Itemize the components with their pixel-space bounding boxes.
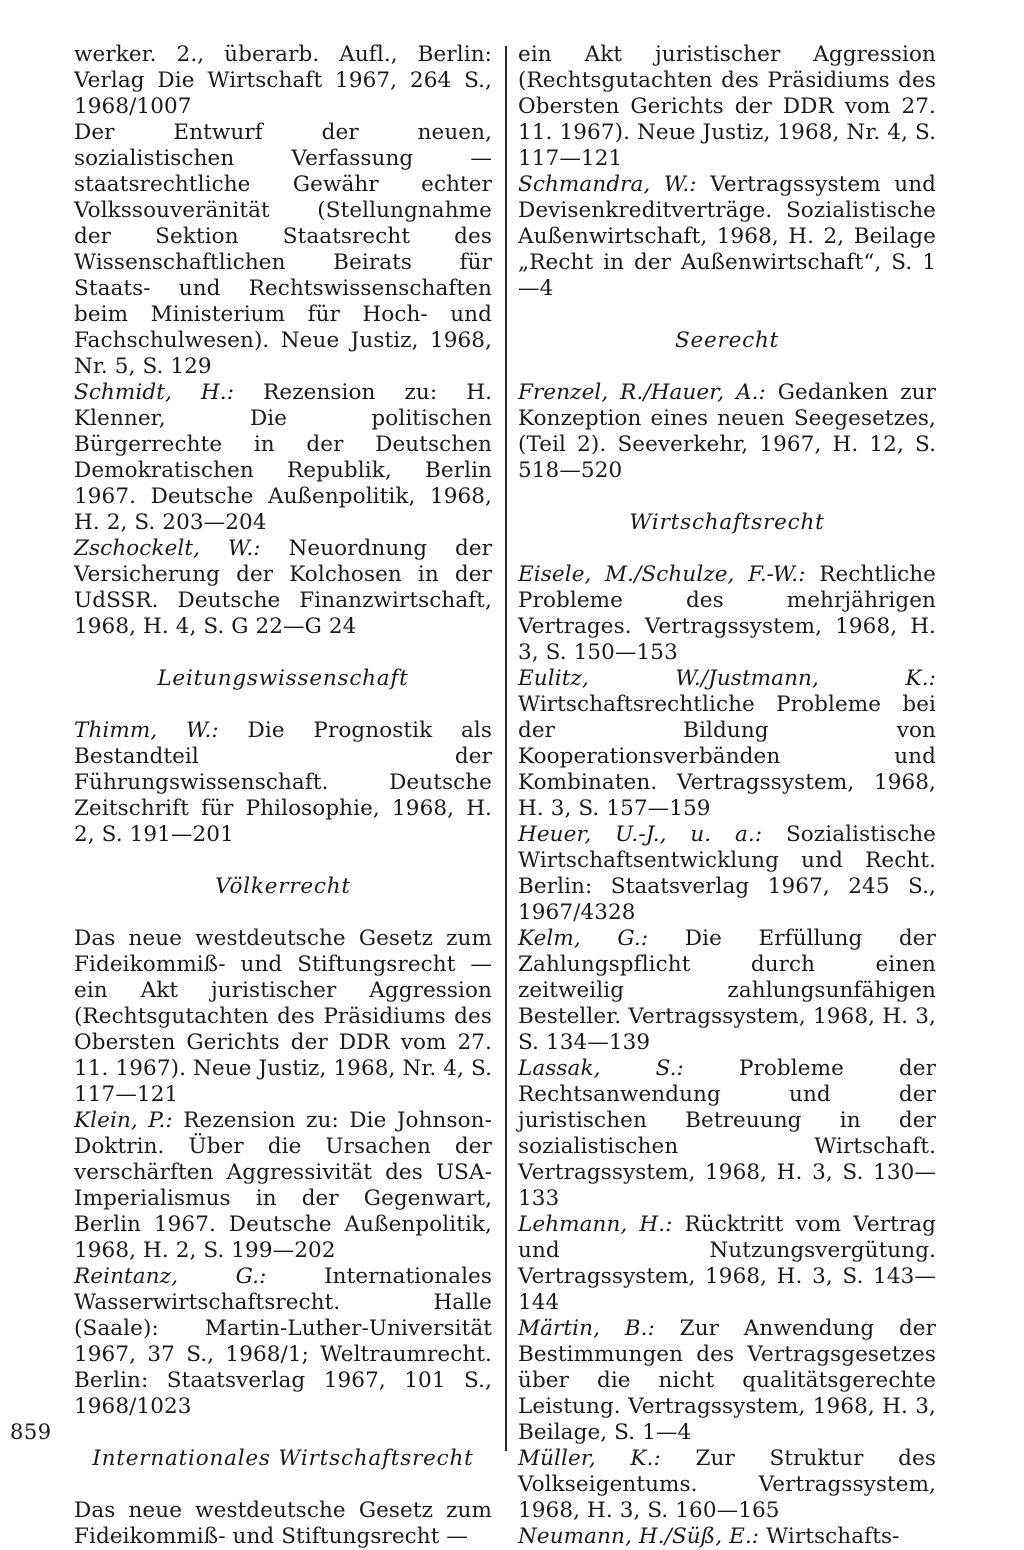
bibliography-entry bbox=[518, 172, 936, 302]
bibliography-entry bbox=[518, 666, 936, 822]
bibliography-entry bbox=[518, 926, 936, 1056]
entry-text: Die Erfüllung der Zahlungspflicht durch einen zeitweilig zahlungsunfähigen Besteller. Vertragssystem, 1968, H. 3, S. 134—139 bbox=[518, 926, 936, 1055]
section-heading-leitungswissenschaft: Leitungswissenschaft bbox=[157, 666, 409, 691]
entry-author: Schmidt, H.: bbox=[74, 380, 235, 405]
bibliography-entry bbox=[74, 718, 492, 848]
bibliography-entry bbox=[74, 536, 492, 640]
entry-text: Zur Anwendung der Bestimmungen des Vertragsgesetzes über die nicht qualitätsgerechte Leistung. Vertragssystem, 1968, H. 3, Beilage, S. 1—4 bbox=[518, 1316, 937, 1445]
bibliography-entry bbox=[518, 822, 936, 926]
entry-author: Klein, P.: bbox=[74, 1108, 173, 1133]
entry-author: Heuer, U.-J., u. a.: bbox=[518, 822, 763, 847]
section-heading-wirtschaftsrecht: Wirtschaftsrecht bbox=[629, 510, 825, 535]
entry-author: Märtin, B.: bbox=[518, 1316, 655, 1341]
bibliography-entry bbox=[518, 1446, 936, 1524]
bibliography-entry: Das neue westdeutsche Gesetz zum Fideikommiß- und Stiftungsrecht — ein Akt juristischer Aggression (Rechtsgutachten des Präsidiums des Obersten Gerichts der DDR vom 27. 11. 1967). Neue Justiz, 1968, Nr. 4, S. 117—121 bbox=[74, 926, 492, 1107]
bibliography-entry bbox=[518, 1316, 936, 1446]
bibliography-entry bbox=[518, 380, 936, 484]
entry-author: Schmandra, W.: bbox=[518, 172, 697, 197]
bibliography-entry bbox=[518, 1212, 936, 1316]
entry-text: Probleme der Rechtsanwendung und der juristischen Betreuung in der sozialistischen Wirtschaft. Vertragssystem, 1968, H. 3, S. 130—133 bbox=[518, 1056, 936, 1211]
entry-author: Eulitz, W./Justmann, K.: bbox=[518, 666, 936, 691]
entry-text: Sozialistische Wirtschaftsentwicklung und Recht. Berlin: Staatsverlag 1967, 245 S., 1967/4328 bbox=[518, 822, 936, 925]
entry-author: Lehmann, H.: bbox=[518, 1212, 673, 1237]
bibliography-entry: ein Akt juristischer Aggression (Rechtsgutachten des Präsidiums des Obersten Gerichts der DDR vom 27. 11. 1967). Neue Justiz, 1968, Nr. 4, S. 117—121 bbox=[518, 42, 936, 171]
right-column bbox=[518, 42, 936, 1550]
bibliography-entry bbox=[74, 380, 492, 536]
bibliography-entry bbox=[74, 1264, 492, 1420]
entry-author: Zschockelt, W.: bbox=[74, 536, 261, 561]
bibliography-entry: Das neue westdeutsche Gesetz zum Fideikommiß- und Stiftungsrecht — bbox=[74, 1498, 492, 1549]
entry-author: Eisele, M./Schulze, F.-W.: bbox=[518, 562, 806, 587]
bibliography-entry: Der Entwurf der neuen, sozialistischen Verfassung — staatsrechtliche Gewähr echter Volkssouveränität (Stellungnahme der Sektion Staatsrecht des Wissenschaftlichen Beirats für Staats- und Rechtswissenschaften beim Ministerium für Hoch- und Fachschulwesen). Neue Justiz, 1968, Nr. 5, S. 129 bbox=[74, 120, 492, 379]
bibliography-entry bbox=[74, 1108, 492, 1264]
column-divider bbox=[505, 46, 507, 1451]
entry-text: Rezension zu: Die Johnson-Doktrin. Über die Ursachen der verschärften Aggressivität des USA-Imperialismus in der Gegenwart, Berlin 1967. Deutsche Außenpolitik, 1968, H. 2, S. 199—202 bbox=[74, 1108, 492, 1263]
section-heading-seerecht: Seerecht bbox=[674, 328, 780, 353]
entry-text: Gedanken zur Konzeption eines neuen Seegesetzes, (Teil 2). Seeverkehr, 1967, H. 12, S. 518—520 bbox=[518, 380, 937, 483]
section-heading-voelkerrecht: Völkerrecht bbox=[215, 874, 351, 899]
entry-text: Zur Struktur des Volkseigentums. Vertragssystem, 1968, H. 3, S. 160—165 bbox=[518, 1446, 936, 1523]
bibliography-entry bbox=[518, 562, 936, 666]
entry-text: Rezension zu: H. Klenner, Die politischen Bürgerrechte in der Deutschen Demokratischen Republik, Berlin 1967. Deutsche Außenpolitik, 1968, H. 2, S. 203—204 bbox=[74, 380, 493, 535]
entry-text: Wirtschaftsrechtliche Probleme bei der Bildung von Kooperationsverbänden und Kombinaten. Vertragssystem, 1968, H. 3, S. 157—159 bbox=[518, 692, 936, 821]
bibliography-entry: werker. 2., überarb. Aufl., Berlin: Verlag Die Wirtschaft 1967, 264 S., 1968/1007 bbox=[74, 42, 492, 119]
entry-text: Wirtschafts- bbox=[766, 1524, 900, 1549]
section-heading-internationales-wirtschaftsrecht: Internationales Wirtschaftsrecht bbox=[92, 1446, 474, 1471]
entry-author: Müller, K.: bbox=[518, 1446, 661, 1471]
entry-author: Thimm, W.: bbox=[74, 718, 219, 743]
page-number: 859 bbox=[10, 1420, 52, 1444]
bibliography-entry bbox=[518, 1524, 936, 1550]
entry-author: Frenzel, R./Hauer, A.: bbox=[518, 380, 766, 405]
entry-author: Reintanz, G.: bbox=[74, 1264, 267, 1289]
entry-text: Rechtliche Probleme des mehrjährigen Vertrages. Vertragssystem, 1968, H. 3, S. 150—153 bbox=[518, 562, 937, 665]
entry-author: Neumann, H./Süß, E.: bbox=[518, 1524, 760, 1549]
entry-author: Lassak, S.: bbox=[518, 1056, 684, 1081]
entry-author: Kelm, G.: bbox=[518, 926, 649, 951]
bibliography-entry bbox=[518, 1056, 936, 1212]
entry-text: Rücktritt vom Vertrag und Nutzungsvergütung. Vertragssystem, 1968, H. 3, S. 143—144 bbox=[518, 1212, 936, 1315]
entry-text: Internationales Wasserwirtschaftsrecht. Halle (Saale): Martin-Luther-Universität 1967, 37 S., 1968/1; Weltraumrecht. Berlin: Staatsverlag 1967, 101 S., 1968/1023 bbox=[74, 1264, 492, 1419]
entry-text: Vertragssystem und Devisenkreditverträge. Sozialistische Außenwirtschaft, 1968, H. 2, Beilage „Recht in der Außenwirtschaft“, S. 1—4 bbox=[518, 172, 937, 301]
left-column bbox=[74, 42, 492, 1550]
entry-text: Neuordnung der Versicherung der Kolchosen in der UdSSR. Deutsche Finanzwirtschaft, 1968, H. 4, S. G 22—G 24 bbox=[74, 536, 493, 639]
entry-text: Die Prognostik als Bestandteil der Führungswissenschaft. Deutsche Zeitschrift für Philosophie, 1968, H. 2, S. 191—201 bbox=[74, 718, 493, 847]
